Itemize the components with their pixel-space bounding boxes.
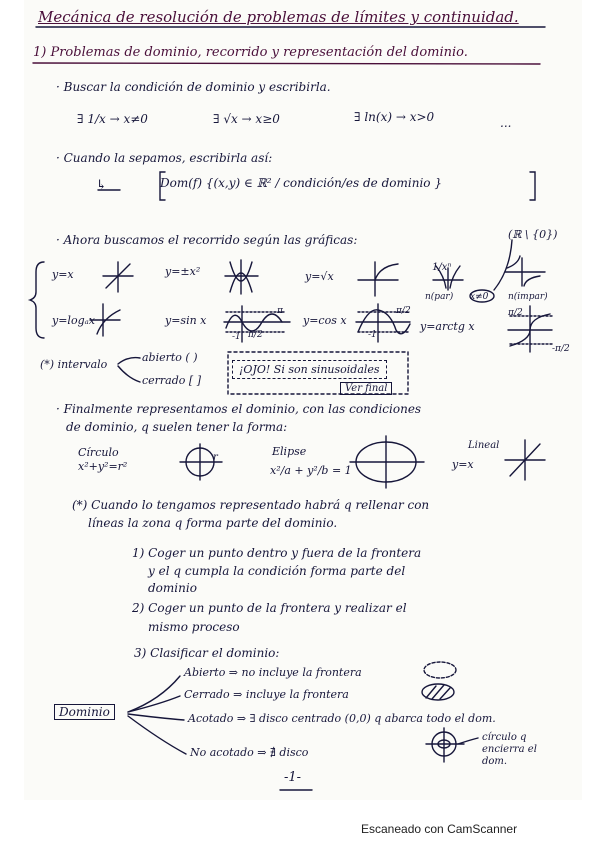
domain-box: Dominio [54, 704, 115, 720]
graph-label-arctan: y=arctg x [420, 320, 475, 333]
label-n-impar: n(impar) [508, 292, 548, 302]
graph-linear [103, 262, 133, 292]
shape-eq-ellipse: x²/a + y²/b = 1 [270, 464, 352, 477]
scanner-watermark: Escaneado con CamScanner [361, 822, 518, 836]
graph-label-sqrt: y=√x [305, 270, 334, 283]
graphs-brace [30, 262, 44, 338]
graph-label-log: y=logₐx [52, 314, 95, 327]
see-end-note: Ver final [340, 382, 392, 395]
graph-label-cos: y=cos x [303, 314, 347, 327]
arrow-cerrado [118, 366, 140, 382]
step-two: 2) Coger un punto de la frontera y realizar el [132, 601, 407, 615]
range-note: (ℝ \ {0}) [508, 228, 558, 241]
graph-quadratic [225, 260, 258, 294]
label-neg-one-cos: -1 [368, 330, 377, 340]
class-bounded: Acotado ⇒ ∃ disco centrado (0,0) q abarca todo el dom. [188, 712, 496, 725]
shape-eq-linear: y=x [452, 458, 474, 471]
label-pi: π [277, 306, 283, 316]
shape-label-linear: Lineal [468, 440, 500, 451]
bullet-condition: · Buscar la condición de dominio y escribirla. [56, 80, 331, 94]
circle-note: círculo q encierra el dom. [482, 732, 537, 767]
label-pi-half-cos: π/2 [396, 306, 411, 316]
label-pi-half-arctan: π/2 [508, 308, 523, 318]
step-three: 3) Clasificar el dominio: [134, 646, 280, 660]
label-n-par: n(par) [425, 292, 454, 302]
label-x-nonzero: x≠0 [470, 292, 489, 302]
shape-linear [505, 440, 545, 480]
label-neg-pi-half: -π/2 [552, 344, 570, 354]
step-one-cont: y el q cumpla la condición forma parte del [148, 564, 406, 578]
graph-label-quadratic: y=±x² [165, 265, 201, 278]
arrow-abierto [118, 358, 140, 364]
sinusoidal-warning: ¡OJO! Si son sinusoidales [232, 360, 387, 379]
note-fill: (*) Cuando lo tengamos representado habrá q rellenar con [72, 498, 430, 512]
intervalo-cerrado: cerrado [ ] [142, 374, 201, 387]
shape-label-ellipse: Elipse [272, 445, 307, 458]
step-one: 1) Coger un punto dentro y fuera de la frontera [132, 546, 422, 560]
graph-label-sin: y=sin x [165, 314, 207, 327]
bullet-represent-cont: de dominio, q suelen tener la forma: [66, 420, 288, 434]
formula-bracket-left [160, 172, 165, 200]
closed-disk-icon [422, 684, 454, 700]
graph-sqrt [358, 262, 398, 296]
graph-label-linear: y=x [52, 268, 74, 281]
step-two-cont: mismo proceso [148, 620, 240, 634]
graph-arctan [508, 306, 552, 352]
page-number: -1- [284, 770, 302, 785]
shape-eq-circle: x²+y²=r² [78, 460, 128, 473]
graph-sin [224, 306, 290, 342]
page-title: Mecánica de resolución de problemas de límites y continuidad. [38, 8, 519, 26]
class-open: Abierto ⇒ no incluye la frontera [184, 666, 362, 679]
shape-label-circle: Círculo [78, 446, 119, 459]
label-neg-one: -1 [232, 332, 241, 342]
formula-bracket-right [530, 172, 535, 200]
heading-underline [33, 63, 540, 64]
label-pi-half: π/2 [248, 330, 263, 340]
graph-cos [356, 304, 410, 342]
shape-ellipse [350, 436, 424, 488]
bounded-disk-icon [426, 728, 478, 762]
intervalo-abierto: abierto ( ) [142, 351, 198, 364]
condition-dots: ... [500, 116, 512, 130]
bullet-write: · Cuando la sepamos, escribirla así: [56, 151, 273, 165]
shape-circle [180, 444, 222, 480]
label-radius: r [213, 452, 218, 463]
condition-reciprocal: ∃ 1/x → x≠0 [77, 112, 148, 126]
section-heading: 1) Problemas de dominio, recorrido y representación del dominio. [33, 45, 468, 60]
domain-tree [128, 676, 186, 754]
class-unbounded: No acotado ⇒ ∄ disco [190, 746, 309, 759]
condition-sqrt: ∃ √x → x≥0 [213, 112, 280, 126]
step-one-cont2: dominio [148, 581, 197, 595]
condition-log: ∃ ln(x) → x>0 [354, 110, 435, 124]
bullet-represent: · Finalmente representamos el dominio, con las condiciones [56, 402, 422, 416]
graph-log [90, 304, 120, 336]
warning-frame [228, 352, 408, 394]
arrow-symbol: ↳ [96, 178, 107, 193]
open-disk-icon [424, 662, 456, 678]
class-closed: Cerrado ⇒ incluye la frontera [184, 688, 349, 701]
graph-label-power: 1/xⁿ [432, 262, 452, 273]
intervalo-label: (*) intervalo [40, 358, 108, 371]
bullet-range: · Ahora buscamos el recorrido según las gráficas: [56, 233, 358, 247]
note-fill-cont: líneas la zona q forma parte del dominio. [88, 516, 338, 530]
domain-formula: Dom(f) {(x,y) ∈ ℝ² / condición/es de dominio } [160, 176, 442, 190]
graph-power [433, 240, 545, 302]
